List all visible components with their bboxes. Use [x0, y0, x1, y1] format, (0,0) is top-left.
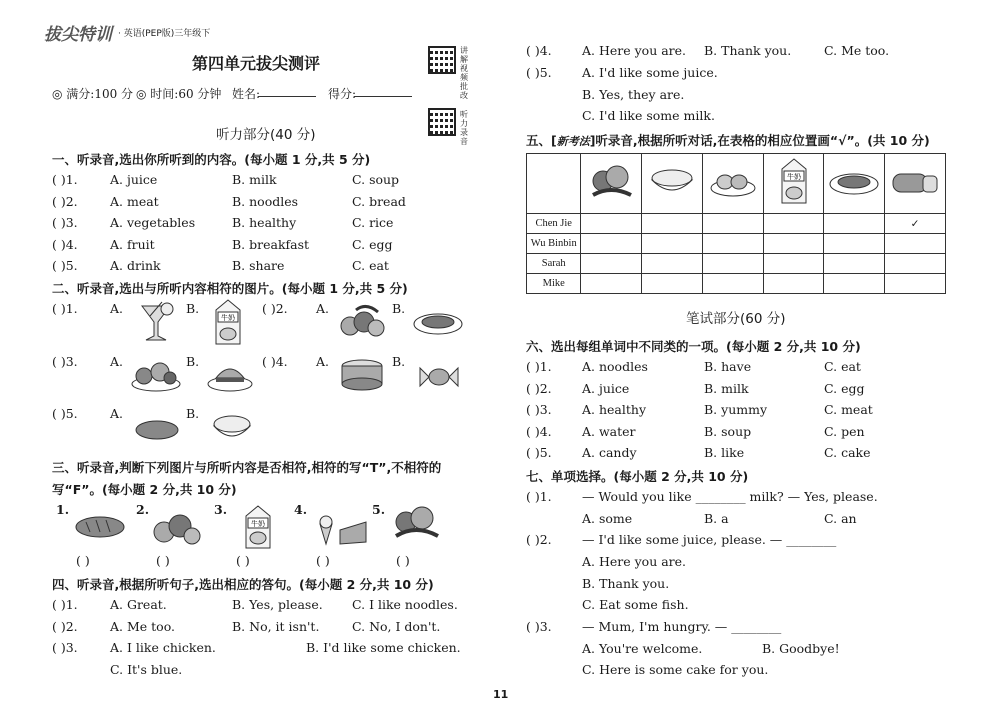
- sec4-q2-a: A. Me too.: [110, 619, 175, 634]
- answer-cell[interactable]: [642, 254, 703, 274]
- sec2-q3: ( )3.: [52, 354, 78, 369]
- sec2-q4-a: A.: [316, 354, 330, 369]
- sec4-title: 四、听录音,根据所听句子,选出相应的答句。(每小题 2 分,共 10 分): [52, 577, 434, 592]
- name-field[interactable]: [258, 96, 316, 97]
- sec3-blank-3[interactable]: ( ): [236, 553, 250, 568]
- col-bread: [885, 154, 946, 214]
- sec3-num-1: 1.: [56, 502, 70, 517]
- bread-loaf-icon: [134, 418, 180, 442]
- sec4-q3-c: C. It's blue.: [110, 662, 183, 677]
- vegetables-plate-icon: [130, 356, 182, 392]
- bread-icon: [74, 514, 126, 540]
- sec1-q2-c: C. bread: [352, 193, 406, 209]
- sec7-q3-b: B. Goodbye!: [762, 641, 840, 656]
- rice-bowl-icon: [210, 410, 254, 444]
- sec7-q3-text: — Mum, I'm hungry. — ________: [582, 619, 782, 634]
- sec2-q4: ( )4.: [262, 354, 288, 369]
- answer-cell[interactable]: [642, 234, 703, 254]
- table-row: [527, 274, 946, 294]
- sec2-q2-a: A.: [316, 301, 330, 316]
- juice-glass-icon: [136, 300, 176, 344]
- sec4-q3-a: A. I like chicken.: [110, 640, 216, 655]
- sec6-q5-a: A. candy: [582, 445, 637, 460]
- name-label: 姓名:: [232, 87, 261, 101]
- sec4-q4-c: C. Me too.: [824, 43, 890, 58]
- sec1-q3: ( )3.: [52, 215, 78, 230]
- sec7-q3-a: A. You're welcome.: [582, 641, 703, 656]
- sec1-q4-b: B. breakfast: [232, 236, 310, 252]
- row-name: Chen Jie: [527, 214, 581, 234]
- table-row: [527, 234, 946, 254]
- bread-pic-icon: [889, 164, 941, 200]
- answer-cell[interactable]: [824, 234, 885, 254]
- qr-label-1: 讲解视频批改: [460, 46, 468, 100]
- hamburger-plate-icon: [206, 356, 254, 392]
- sec4-q4-b: B. Thank you.: [704, 43, 792, 58]
- sec1-q5-a: A. drink: [110, 258, 161, 273]
- sec4-q2-b: B. No, it isn't.: [232, 619, 320, 634]
- sec7-q1-b: B. a: [704, 511, 729, 526]
- sec6-q4-a: A. water: [582, 423, 636, 439]
- milk-carton-icon: [212, 298, 244, 346]
- sec7-q2: ( )2.: [526, 532, 552, 547]
- sec2-q1-a: A.: [110, 301, 124, 316]
- sec6-q4-b: B. soup: [704, 423, 752, 439]
- sec6-q3: ( )3.: [526, 402, 552, 417]
- table-corner: [527, 154, 581, 214]
- sec7-q3-c: C. Here is some cake for you.: [582, 662, 769, 677]
- sec7-q2-c: C. Eat some fish.: [582, 597, 689, 612]
- listening-title: 听力部分(40 分): [216, 127, 316, 143]
- sec4-q1-c: C. I like noodles.: [352, 597, 458, 612]
- answer-cell[interactable]: [885, 254, 946, 274]
- qr-code-1[interactable]: [428, 46, 456, 74]
- page-title: 第四单元拔尖测评: [192, 54, 321, 73]
- sec2-title: 二、听录音,选出与所听内容相符的图片。(每小题 1 分,共 5 分): [52, 281, 408, 296]
- answer-cell[interactable]: [703, 234, 764, 254]
- subject-label: · 英语(PEP版)三年级下: [118, 29, 211, 39]
- vegetables-icon: [390, 500, 442, 546]
- sec7-q2-b: B. Thank you.: [582, 576, 670, 591]
- answer-cell[interactable]: [763, 274, 823, 294]
- sec6-q5-c: C. cake: [824, 445, 871, 460]
- answer-cell[interactable]: [824, 214, 885, 234]
- time-limit: ◎ 时间:60 分钟: [136, 87, 222, 101]
- sec4-q2: ( )2.: [52, 619, 78, 634]
- fruits-icon: [150, 506, 202, 546]
- sec7-q3: ( )3.: [526, 619, 552, 634]
- sec3-blank-2[interactable]: ( ): [156, 553, 170, 568]
- sec3-title-line1: 三、听录音,判断下列图片与所听内容是否相符,相符的写“T”,不相符的: [52, 460, 442, 475]
- sec1-q3-c: C. rice: [352, 215, 394, 230]
- answer-cell[interactable]: [763, 254, 823, 274]
- milk-box-icon: [242, 504, 274, 550]
- answer-cell[interactable]: [642, 274, 703, 294]
- table-row: [527, 214, 946, 234]
- sec2-q5-b: B.: [186, 406, 200, 421]
- answer-cell[interactable]: [763, 214, 823, 234]
- milk-box-label: 牛奶: [251, 520, 265, 528]
- sec1-q2-a: A. meat: [110, 193, 159, 209]
- sec3-blank-4[interactable]: ( ): [316, 553, 330, 568]
- sec3-num-4: 4.: [294, 502, 308, 517]
- subject-text: 英语(PEP版)三年级下: [123, 29, 211, 39]
- sec6-q3-c: C. meat: [824, 402, 873, 417]
- sec1-q4: ( )4.: [52, 236, 78, 252]
- full-score: ◎ 满分:100 分: [52, 87, 134, 101]
- sec2-q5: ( )5.: [52, 406, 78, 421]
- sec5-title: [526, 131, 930, 149]
- col-meat: [824, 154, 885, 214]
- writing-title: 笔试部分(60 分): [686, 311, 786, 327]
- sec1-q5: ( )5.: [52, 258, 78, 273]
- sec6-q2-b: B. milk: [704, 380, 749, 396]
- sec7-q2-a: A. Here you are.: [582, 554, 687, 569]
- sec1-q4-c: C. egg: [352, 236, 393, 252]
- qr-code-2[interactable]: [428, 108, 456, 136]
- sec1-q5-c: C. eat: [352, 258, 389, 273]
- sec6-q3-a: A. healthy: [582, 402, 647, 417]
- answer-cell[interactable]: [642, 214, 703, 234]
- sec4-q5-b: B. Yes, they are.: [582, 87, 685, 102]
- sec4-q5-a: A. I'd like some juice.: [582, 65, 718, 80]
- score-field[interactable]: [354, 96, 412, 97]
- new-method-tag: 新考法: [556, 135, 590, 148]
- sec3-blank-1[interactable]: ( ): [76, 553, 90, 568]
- sec4-q5-c: C. I'd like some milk.: [582, 108, 715, 123]
- answer-cell[interactable]: [581, 214, 642, 234]
- row-name: Wu Binbin: [527, 234, 581, 254]
- sec5-table: [526, 153, 946, 294]
- answer-cell[interactable]: [703, 274, 764, 294]
- sec6-q5-b: B. like: [704, 445, 745, 460]
- sec7-q1-a: A. some: [582, 511, 633, 526]
- answer-cell[interactable]: [885, 234, 946, 254]
- sec5-title-prefix: 五、[: [526, 133, 557, 148]
- sec1-title: 一、听录音,选出你所听到的内容。(每小题 1 分,共 5 分): [52, 152, 371, 167]
- sec2-q1: ( )1.: [52, 301, 78, 316]
- table-row: [527, 254, 946, 274]
- answer-cell[interactable]: [703, 214, 764, 234]
- sec6-q1: ( )1.: [526, 359, 552, 374]
- check-mark-cell[interactable]: ✓: [885, 214, 946, 234]
- col-rice: [642, 154, 703, 214]
- sec1-q1-c: C. soup: [352, 172, 400, 187]
- sec6-q4: ( )4.: [526, 423, 552, 439]
- sec7-title: 七、单项选择。(每小题 2 分,共 10 分): [526, 469, 749, 484]
- sec6-q5: ( )5.: [526, 445, 552, 460]
- sec6-q2-c: C. egg: [824, 380, 865, 396]
- milk-pic-icon: [778, 157, 810, 207]
- sec3-num-3: 3.: [214, 502, 228, 517]
- answer-cell[interactable]: [581, 254, 642, 274]
- sec3-num-5: 5.: [372, 502, 386, 517]
- answer-cell[interactable]: [703, 254, 764, 274]
- milk-pic-label: 牛奶: [786, 173, 801, 181]
- sec6-q1-c: C. eat: [824, 359, 861, 374]
- sec3-num-2: 2.: [136, 502, 150, 517]
- sec6-q1-a: A. noodles: [582, 359, 648, 374]
- sec4-q5: ( )5.: [526, 65, 552, 80]
- sec4-q4: ( )4.: [526, 43, 552, 58]
- sec7-q1: ( )1.: [526, 489, 552, 504]
- sec5-title-suffix: ]听录音,根据所听对话,在表格的相应位置画“√”。(共 10 分): [589, 133, 930, 148]
- answer-cell[interactable]: [581, 274, 642, 294]
- page-number: 11: [493, 688, 509, 701]
- row-name: Mike: [527, 274, 581, 294]
- sec6-title: 六、选出每组单词中不同类的一项。(每小题 2 分,共 10 分): [526, 339, 861, 354]
- sec1-q2: ( )2.: [52, 193, 78, 209]
- sec6-q2: ( )2.: [526, 380, 552, 396]
- sec7-q1-c: C. an: [824, 511, 857, 526]
- sec2-q2: ( )2.: [262, 301, 288, 316]
- col-milk: [763, 154, 823, 214]
- answer-cell[interactable]: [824, 274, 885, 294]
- sec4-q1-b: B. Yes, please.: [232, 597, 323, 612]
- answer-cell[interactable]: [824, 254, 885, 274]
- sec1-q2-b: B. noodles: [232, 193, 299, 209]
- brand-logo: 拔尖特训: [44, 25, 112, 45]
- col-vegetables: [581, 154, 642, 214]
- sec3-title-line2: 写“F”。(每小题 2 分,共 10 分): [52, 482, 237, 497]
- sec6-q3-b: B. yummy: [704, 402, 768, 417]
- sec1-q1-b: B. milk: [232, 172, 277, 187]
- score-label: 得分:: [328, 87, 357, 101]
- sec6-q4-c: C. pen: [824, 423, 865, 439]
- sec1-q3-b: B. healthy: [232, 215, 297, 230]
- sec1-q3-a: A. vegetables: [110, 215, 196, 230]
- sec4-q3-b: B. I'd like some chicken.: [306, 640, 461, 655]
- sec2-q1-b: B.: [186, 301, 200, 316]
- eggs-pic-icon: [707, 162, 759, 202]
- sec2-q2-b: B.: [392, 301, 406, 316]
- cake-icon: [340, 356, 384, 392]
- sec2-q5-a: A.: [110, 406, 124, 421]
- sec3-blank-5[interactable]: ( ): [396, 553, 410, 568]
- sec2-q4-b: B.: [392, 354, 406, 369]
- sec2-q3-b: B.: [186, 354, 200, 369]
- sec6-q1-b: B. have: [704, 359, 752, 374]
- sec1-q4-a: A. fruit: [110, 236, 155, 252]
- qr-label-2: 听力录音: [460, 110, 468, 146]
- row-name: Sarah: [527, 254, 581, 274]
- sec7-q2-text: — I'd like some juice, please. — ________: [582, 532, 837, 547]
- answer-cell[interactable]: [885, 274, 946, 294]
- sec4-q2-c: C. No, I don't.: [352, 619, 441, 634]
- sec4-q1: ( )1.: [52, 597, 78, 612]
- sec7-q1-text: — Would you like ________ milk? — Yes, please.: [582, 489, 878, 504]
- sec4-q1-a: A. Great.: [110, 597, 167, 612]
- answer-cell[interactable]: [763, 234, 823, 254]
- ice-cream-cake-icon: [314, 510, 370, 548]
- candy-icon: [418, 360, 460, 394]
- meat-plate-icon: [412, 310, 464, 336]
- sec4-q4-a: A. Here you are.: [582, 43, 687, 58]
- vegetables-pic-icon: [585, 159, 637, 205]
- meat-pic-icon: [828, 164, 880, 200]
- fruit-pile-icon: [338, 300, 386, 340]
- answer-cell[interactable]: [581, 234, 642, 254]
- sec6-q2-a: A. juice: [582, 380, 630, 396]
- sec1-q1-a: A. juice: [110, 172, 158, 187]
- sec4-q3: ( )3.: [52, 640, 78, 655]
- milk-label: 牛奶: [221, 314, 235, 322]
- sec2-q3-a: A.: [110, 354, 124, 369]
- rice-pic-icon: [646, 162, 698, 202]
- sec1-q1: ( )1.: [52, 172, 78, 187]
- sec1-q5-b: B. share: [232, 258, 285, 273]
- col-eggs: [703, 154, 764, 214]
